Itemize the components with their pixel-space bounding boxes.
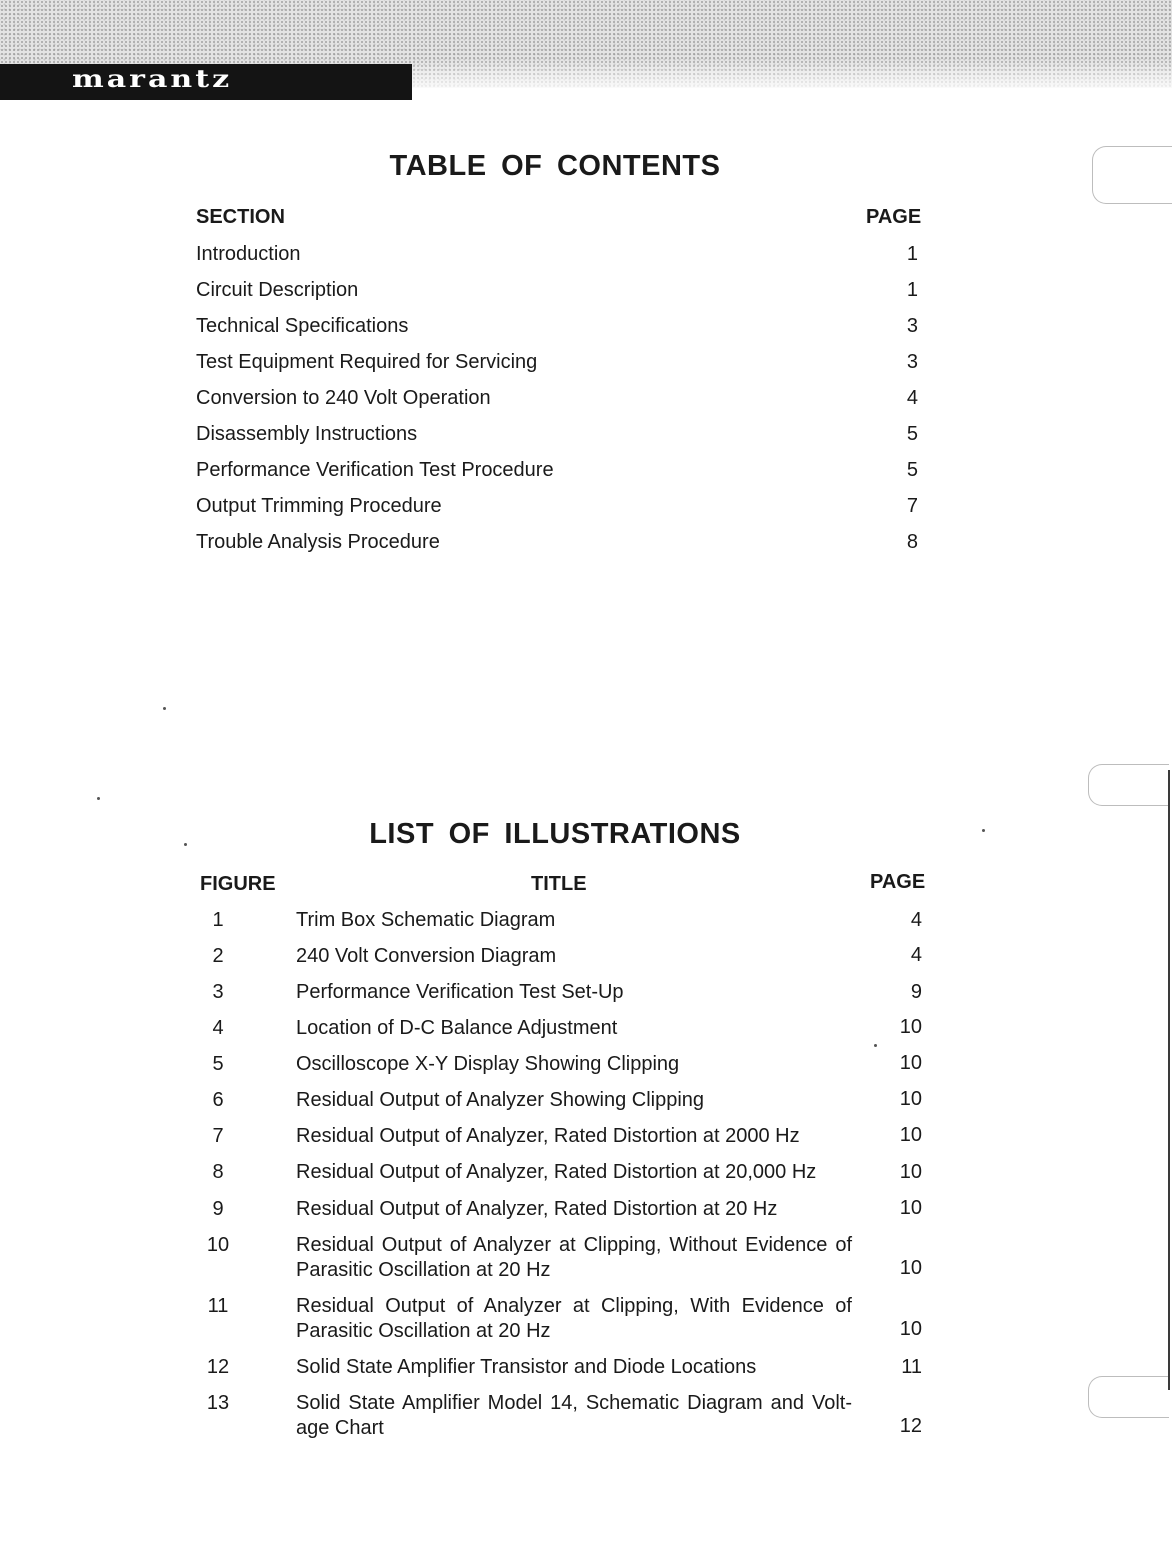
figure-page: 11	[901, 1356, 922, 1378]
figure-page: 4	[910, 909, 922, 931]
illustrations-page-header: PAGE	[870, 871, 926, 893]
figure-title: Residual Output of Analyzer Showing Clipping	[296, 1089, 705, 1111]
figure-number: 12	[206, 1356, 230, 1378]
figure-page: 10	[899, 1124, 922, 1146]
marantz-logo: marantz	[72, 65, 233, 94]
figure-header: FIGURE	[200, 873, 276, 895]
toc-entry-page: 8	[906, 531, 918, 553]
binder-ring-mark	[1088, 1376, 1169, 1418]
illustrations-heading: LIST OF ILLUSTRATIONS	[369, 818, 741, 850]
toc-entry-title: Trouble Analysis Procedure	[196, 531, 440, 553]
figure-number: 1	[212, 909, 224, 931]
figure-title: Residual Output of Analyzer at Clipping, With Evidence of Parasitic Oscillation at 20 Hz	[296, 1295, 852, 1342]
figure-page: 10	[899, 1257, 922, 1279]
figure-number: 2	[212, 945, 224, 967]
figure-page: 10	[899, 1197, 922, 1219]
figure-page: 10	[899, 1052, 922, 1074]
figure-page: 4	[910, 944, 922, 966]
figure-number: 4	[212, 1017, 224, 1039]
figure-page: 10	[899, 1318, 922, 1340]
figure-number: 5	[212, 1053, 224, 1075]
figure-title: Residual Output of Analyzer, Rated Distortion at 20 Hz	[296, 1198, 778, 1220]
figure-number: 10	[206, 1234, 230, 1256]
figure-number: 7	[212, 1125, 224, 1147]
binder-ring-mark	[1088, 764, 1169, 806]
figure-page: 9	[910, 981, 922, 1003]
figure-title: Oscilloscope X-Y Display Showing Clipping	[296, 1053, 680, 1075]
figure-title: Location of D-C Balance Adjustment	[296, 1017, 618, 1039]
figure-title: Solid State Amplifier Model 14, Schematic Diagram and Volt-age Chart	[296, 1392, 852, 1439]
figure-number: 9	[212, 1198, 224, 1220]
toc-entry-title: Disassembly Instructions	[196, 423, 418, 445]
speck	[874, 1044, 877, 1047]
figure-title: 240 Volt Conversion Diagram	[296, 945, 557, 967]
figure-title: Solid State Amplifier Transistor and Diode Locations	[296, 1356, 757, 1378]
toc-heading: TABLE OF CONTENTS	[389, 150, 721, 182]
toc-entry-page: 4	[906, 387, 918, 409]
toc-entry-page: 5	[906, 459, 918, 481]
toc-entry-title: Conversion to 240 Volt Operation	[196, 387, 491, 409]
figure-number: 6	[212, 1089, 224, 1111]
toc-entry-title: Test Equipment Required for Servicing	[196, 351, 538, 373]
toc-entry-page: 1	[906, 279, 918, 301]
figure-title: Residual Output of Analyzer, Rated Distortion at 2000 Hz	[296, 1125, 800, 1147]
toc-entry-page: 5	[906, 423, 918, 445]
figure-page: 10	[899, 1088, 922, 1110]
speck	[97, 797, 100, 800]
toc-page-header: PAGE	[866, 206, 922, 228]
figure-title: Performance Verification Test Set-Up	[296, 981, 624, 1003]
figure-title: Trim Box Schematic Diagram	[296, 909, 556, 931]
figure-title: Residual Output of Analyzer, Rated Distortion at 20,000 Hz	[296, 1161, 817, 1183]
toc-entry-title: Technical Specifications	[196, 315, 409, 337]
figure-number: 11	[207, 1295, 229, 1317]
figure-page: 12	[899, 1415, 922, 1437]
figure-title: Residual Output of Analyzer at Clipping, Without Evidence of Parasitic Oscillation at 20 Hz	[296, 1234, 852, 1281]
toc-entry-title: Output Trimming Procedure	[196, 495, 442, 517]
toc-section-header: SECTION	[196, 206, 285, 228]
toc-entry-page: 7	[906, 495, 918, 517]
figure-page: 10	[899, 1161, 922, 1183]
figure-number: 13	[206, 1392, 230, 1414]
figure-number: 3	[212, 981, 224, 1003]
toc-entry-title: Circuit Description	[196, 279, 359, 301]
toc-entry-page: 3	[906, 315, 918, 337]
speck	[163, 707, 166, 710]
figure-number: 8	[212, 1161, 224, 1183]
page-edge-line	[1168, 770, 1170, 1390]
title-header: TITLE	[531, 873, 587, 895]
figure-page: 10	[899, 1016, 922, 1038]
toc-entry-title: Performance Verification Test Procedure	[196, 459, 554, 481]
header-band-fade	[412, 60, 1172, 100]
toc-entry-page: 3	[906, 351, 918, 373]
toc-entry-page: 1	[906, 243, 918, 265]
toc-entry-title: Introduction	[196, 243, 301, 265]
